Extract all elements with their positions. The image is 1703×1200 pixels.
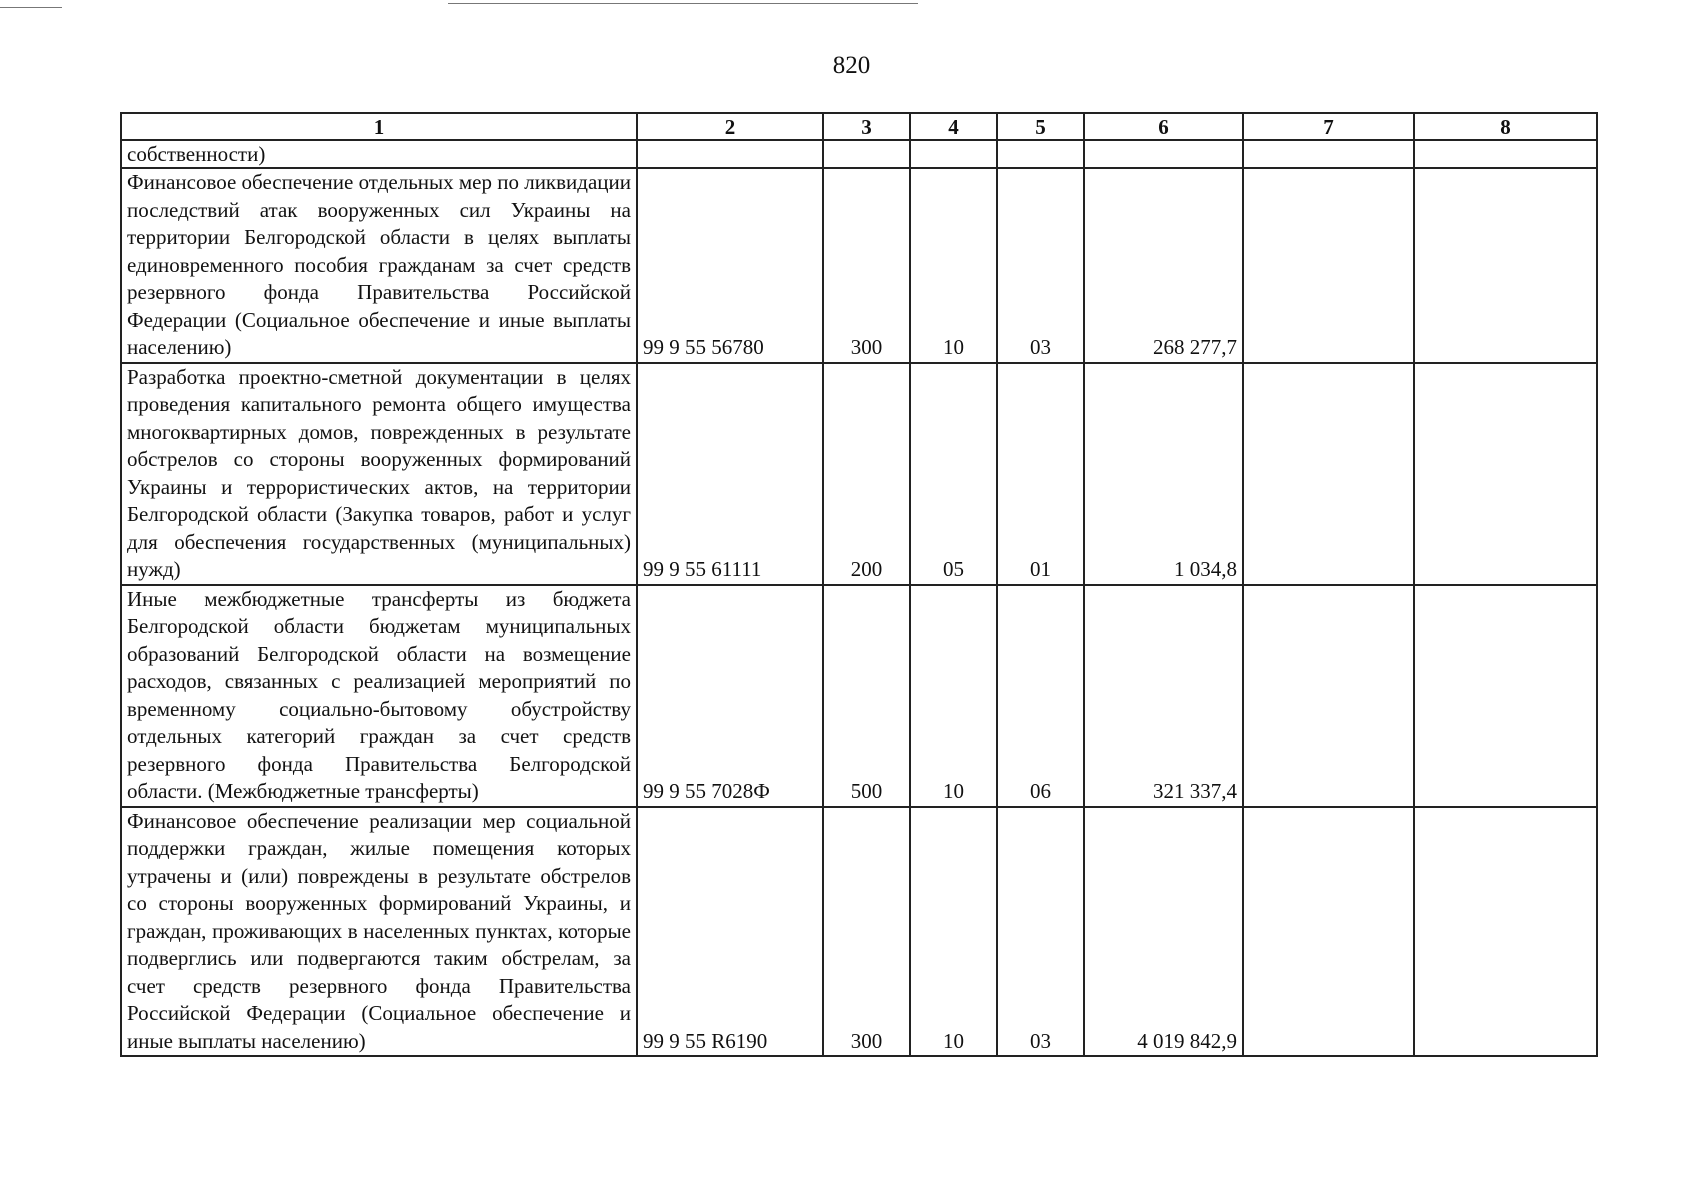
continuation-row bbox=[121, 140, 1597, 168]
row-col-4: 10 bbox=[910, 168, 997, 363]
header-col-6: 6 bbox=[1084, 113, 1243, 140]
continuation-text: собственности) bbox=[121, 140, 637, 168]
row-col-4: 10 bbox=[910, 585, 997, 807]
empty-cell bbox=[637, 140, 823, 168]
table-header-row bbox=[121, 113, 1597, 140]
row-col-4: 10 bbox=[910, 807, 997, 1057]
row-col-8 bbox=[1414, 807, 1597, 1057]
row-amount: 268 277,7 bbox=[1084, 168, 1243, 363]
empty-cell bbox=[1243, 140, 1414, 168]
row-col-5: 03 bbox=[997, 168, 1084, 363]
table-row bbox=[121, 168, 1597, 363]
header-col-8: 8 bbox=[1414, 113, 1597, 140]
header-col-1: 1 bbox=[121, 113, 637, 140]
empty-cell bbox=[823, 140, 910, 168]
page-number: 820 bbox=[832, 52, 871, 79]
row-col-8 bbox=[1414, 585, 1597, 807]
row-col-3: 300 bbox=[823, 807, 910, 1057]
row-col-7 bbox=[1243, 363, 1414, 585]
header-col-7: 7 bbox=[1243, 113, 1414, 140]
row-code: 99 9 55 56780 bbox=[637, 168, 823, 363]
header-col-4: 4 bbox=[910, 113, 997, 140]
empty-cell bbox=[1414, 140, 1597, 168]
empty-cell bbox=[997, 140, 1084, 168]
row-col-7 bbox=[1243, 585, 1414, 807]
table-row bbox=[121, 807, 1597, 1057]
row-description: Иные межбюджетные трансферты из бюджета Белгородской области бюджетам муниципальных образований Белгородской области на возмещение расходов, связанных с реализацией мероприятий по временному социально-бытовому обустройству отдельных категорий граждан за счет средств резервного фонда Правительства Белгородской области. (Межбюджетные трансферты) bbox=[121, 585, 637, 807]
row-col-7 bbox=[1243, 168, 1414, 363]
row-col-7 bbox=[1243, 807, 1414, 1057]
row-description: Разработка проектно-сметной документации в целях проведения капитального ремонта общего имущества многоквартирных домов, поврежденных в результате обстрелов со стороны вооруженных формирований Украины и террористических актов, на территории Белгородской области (Закупка товаров, работ и услуг для обеспечения государственных (муниципальных) нужд) bbox=[121, 363, 637, 585]
header-col-2: 2 bbox=[637, 113, 823, 140]
row-amount: 321 337,4 bbox=[1084, 585, 1243, 807]
row-col-3: 300 bbox=[823, 168, 910, 363]
row-col-5: 03 bbox=[997, 807, 1084, 1057]
row-col-8 bbox=[1414, 168, 1597, 363]
row-amount: 1 034,8 bbox=[1084, 363, 1243, 585]
row-col-4: 05 bbox=[910, 363, 997, 585]
table-row bbox=[121, 585, 1597, 807]
row-description: Финансовое обеспечение отдельных мер по ликвидации последствий атак вооруженных сил Украины на территории Белгородской области в целях выплаты единовременного пособия гражданам за счет средств резервного фонда Правительства Российской Федерации (Социальное обеспечение и иные выплаты населению) bbox=[121, 168, 637, 363]
header-col-3: 3 bbox=[823, 113, 910, 140]
row-col-8 bbox=[1414, 363, 1597, 585]
scan-edge-line-top bbox=[448, 3, 918, 4]
row-code: 99 9 55 61111 bbox=[637, 363, 823, 585]
scan-edge-line-left bbox=[0, 7, 62, 8]
row-col-3: 200 bbox=[823, 363, 910, 585]
empty-cell bbox=[910, 140, 997, 168]
row-col-3: 500 bbox=[823, 585, 910, 807]
row-col-5: 01 bbox=[997, 363, 1084, 585]
row-code: 99 9 55 7028Ф bbox=[637, 585, 823, 807]
empty-cell bbox=[1084, 140, 1243, 168]
row-amount: 4 019 842,9 bbox=[1084, 807, 1243, 1057]
row-description: Финансовое обеспечение реализации мер социальной поддержки граждан, жилые помещения которых утрачены и (или) повреждены в результате обстрелов со стороны вооруженных формирований Украины, и граждан, проживающих в населенных пунктах, которые подверглись или подвергаются таким обстрелам, за счет средств резервного фонда Правительства Российской Федерации (Социальное обеспечение и иные выплаты населению) bbox=[121, 807, 637, 1057]
row-code: 99 9 55 R6190 bbox=[637, 807, 823, 1057]
header-col-5: 5 bbox=[997, 113, 1084, 140]
budget-table bbox=[120, 112, 1598, 1057]
table-row bbox=[121, 363, 1597, 585]
row-col-5: 06 bbox=[997, 585, 1084, 807]
